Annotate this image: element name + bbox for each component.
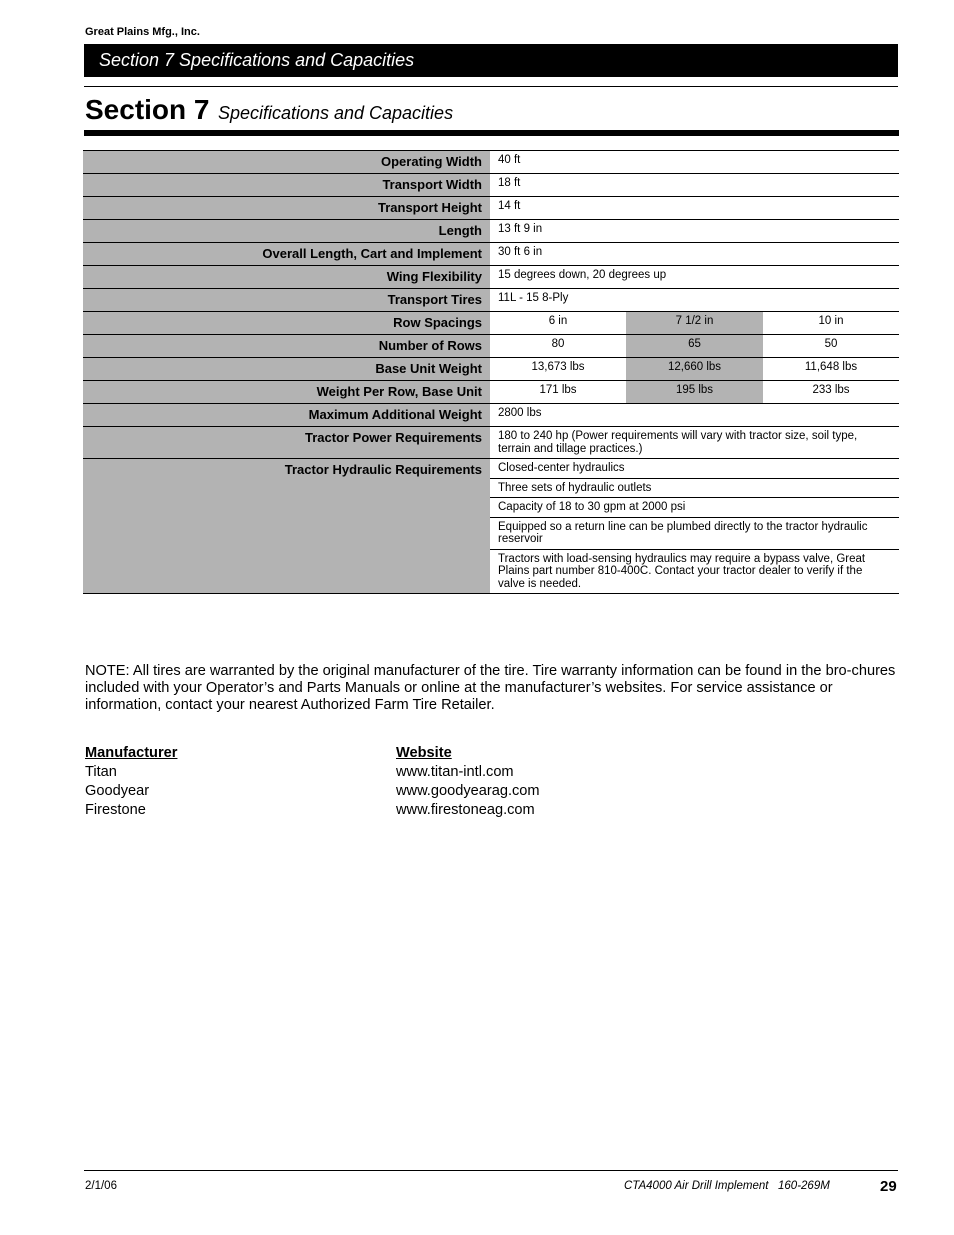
page-title [85,94,453,126]
table-row [83,404,899,427]
spec-value: 2800 lbs [490,404,899,427]
website-header: Website [396,745,452,761]
footer-divider [84,1170,898,1171]
spec-label: Length [83,220,490,243]
website-link[interactable]: www.titan-intl.com [396,764,514,780]
spec-value: 15 degrees down, 20 degrees up [490,266,899,289]
website-link[interactable]: www.goodyearag.com [396,783,540,799]
website-column [396,744,540,820]
spec-value: 14 ft [490,197,899,220]
spec-value: 195 lbs [626,381,763,404]
spec-value: 171 lbs [490,381,626,404]
spec-value: Equipped so a return line can be plumbed directly to the tractor hydraulic reservoir [490,517,899,549]
tire-warranty-note: NOTE: All tires are warranted by the original manufacturer of the tire. Tire warranty information can be found in the bro-chures included with your Operator’s and Parts Manuals or online at the manufacturer’s websites. For service assistance or information, contact your nearest Authorized Farm Tire Retailer. [85,663,896,713]
spec-value: 13 ft 9 in [490,220,899,243]
spec-value: 11L - 15 8-Ply [490,289,899,312]
spec-value: 80 [490,335,626,358]
spec-value: 50 [763,335,899,358]
footer-document: CTA4000 Air Drill Implement 160-269M [624,1180,830,1192]
spec-label: Tractor Power Requirements [83,427,490,459]
table-row [83,197,899,220]
spec-value: Capacity of 18 to 30 gpm at 2000 psi [490,498,899,518]
spec-value: 13,673 lbs [490,358,626,381]
company-name: Great Plains Mfg., Inc. [85,26,200,38]
spec-value: 233 lbs [763,381,899,404]
table-row [83,174,899,197]
specifications-table [83,150,899,594]
section-number: Section 7 [85,94,210,125]
spec-label: Overall Length, Cart and Implement [83,243,490,266]
spec-label: Operating Width [83,151,490,174]
website-link[interactable]: www.firestoneag.com [396,802,535,818]
manufacturer-column [85,744,177,820]
spec-value: 30 ft 6 in [490,243,899,266]
spec-label: Weight Per Row, Base Unit [83,381,490,404]
spec-label: Tractor Hydraulic Requirements [83,459,490,594]
table-row [83,266,899,289]
spec-label: Row Spacings [83,312,490,335]
section-subtitle: Specifications and Capacities [217,103,454,123]
table-row [83,427,899,459]
spec-value: 11,648 lbs [763,358,899,381]
spec-value: 65 [626,335,763,358]
divider [84,86,898,87]
spec-value: 7 1/2 in [626,312,763,335]
table-row [83,381,899,404]
spec-value: Closed-center hydraulics [490,459,899,479]
section-banner: Section 7 Specifications and Capacities [84,44,898,77]
spec-value: 40 ft [490,151,899,174]
table-row [83,335,899,358]
spec-value: 18 ft [490,174,899,197]
spec-value: 10 in [763,312,899,335]
table-row [83,289,899,312]
spec-label: Transport Height [83,197,490,220]
spec-label: Wing Flexibility [83,266,490,289]
spec-value: 180 to 240 hp (Power requirements will vary with tractor size, soil type, terrain and tillage practices.) [490,427,899,459]
manufacturer-header: Manufacturer [85,745,178,761]
spec-label: Base Unit Weight [83,358,490,381]
table-row [83,220,899,243]
table-row [83,459,899,479]
manufacturer-name: Goodyear [85,783,150,799]
manufacturer-name: Firestone [85,802,146,818]
spec-value: 6 in [490,312,626,335]
spec-value: 12,660 lbs [626,358,763,381]
footer-date: 2/1/06 [85,1180,117,1192]
manufacturer-name: Titan [85,764,117,780]
spec-value: Tractors with load-sensing hydraulics may require a bypass valve, Great Plains part number 810-400C. Contact your tractor dealer to verify if the valve is needed. [490,549,899,594]
table-row [83,243,899,266]
spec-label: Transport Tires [83,289,490,312]
spec-label: Maximum Additional Weight [83,404,490,427]
table-row [83,358,899,381]
spec-value: Three sets of hydraulic outlets [490,478,899,498]
title-rule [84,130,899,136]
page-number: 29 [880,1178,897,1195]
spec-label: Number of Rows [83,335,490,358]
spec-label: Transport Width [83,174,490,197]
table-row [83,151,899,174]
table-row [83,312,899,335]
